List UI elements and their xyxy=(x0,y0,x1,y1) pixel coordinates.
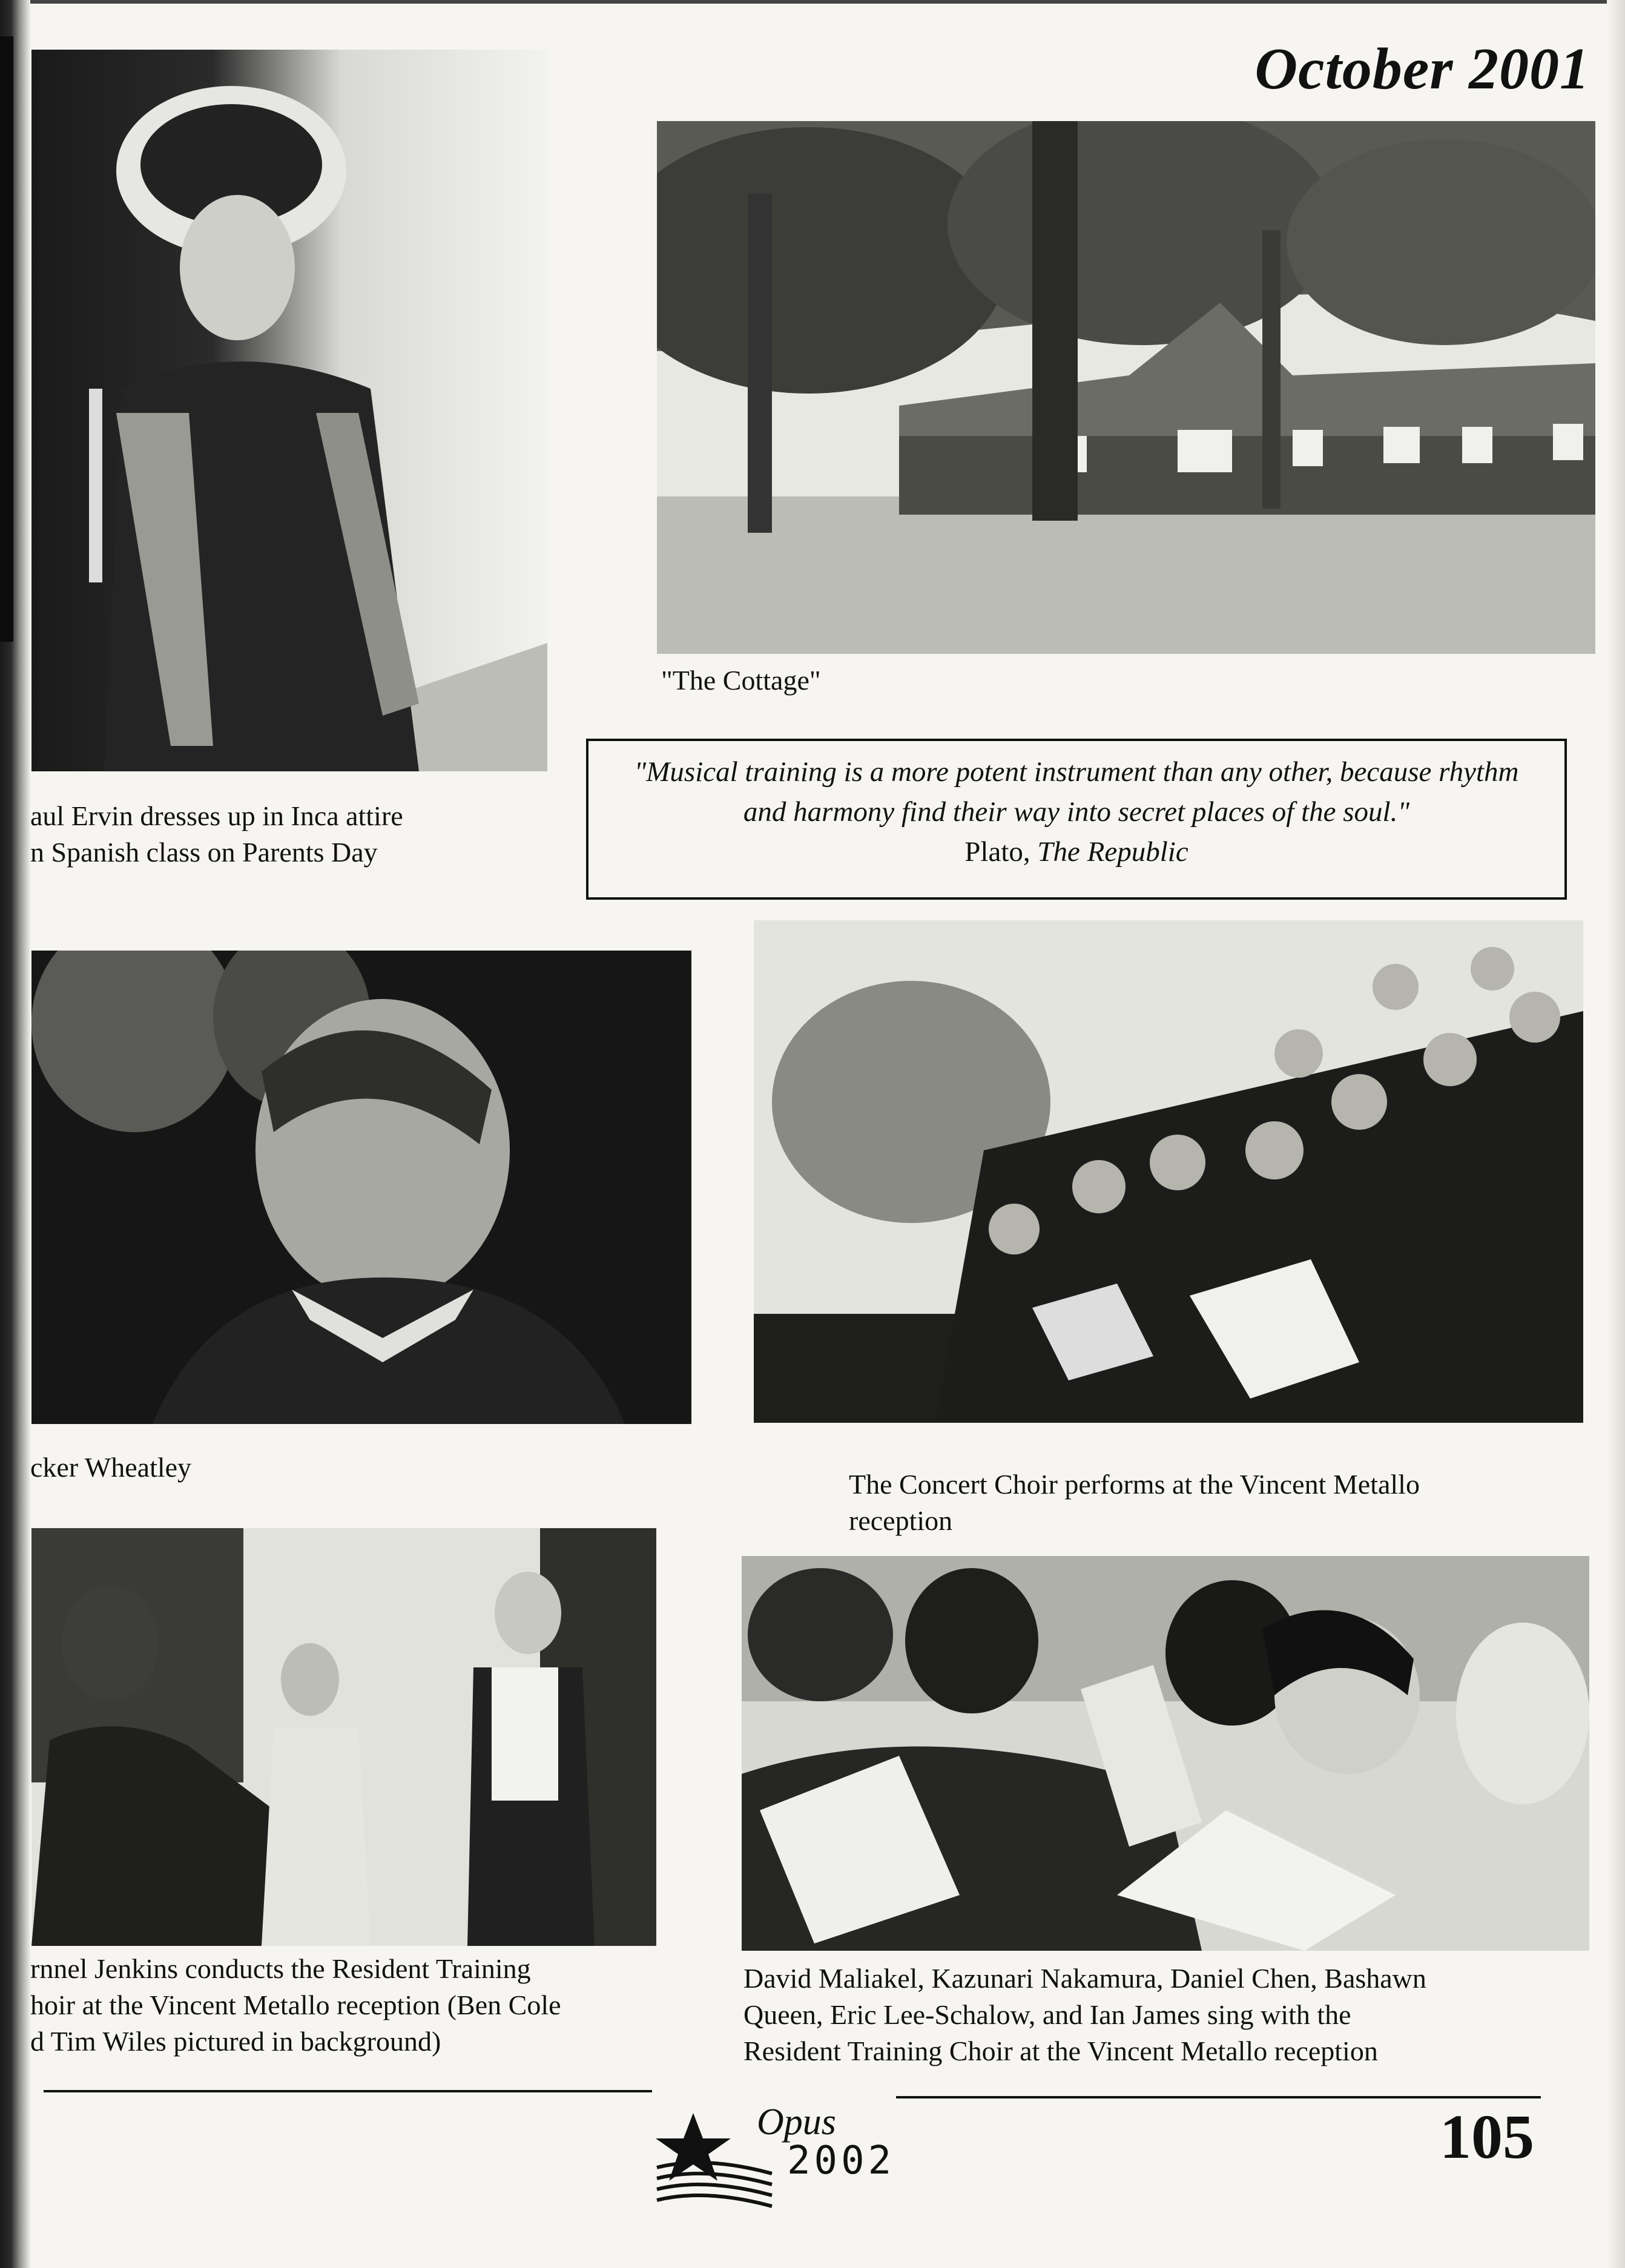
caption-concert-choir-line-1: The Concert Choir performs at the Vincent Metallo xyxy=(849,1469,1420,1500)
logo-word: Opus xyxy=(757,2102,836,2143)
photo-jenkins-conducting xyxy=(31,1528,656,1946)
photo-inca-costume-image xyxy=(31,50,547,771)
photo-the-cottage xyxy=(657,121,1595,654)
binding-dark-strip xyxy=(0,36,13,642)
page-number: 105 xyxy=(1440,2102,1534,2172)
caption-jenkins xyxy=(30,1951,561,2060)
footer-rule-left xyxy=(44,2090,652,2092)
quote-author: Plato, xyxy=(964,836,1038,868)
photo-wheatley-image xyxy=(31,951,691,1424)
quote-work: The Republic xyxy=(1037,836,1188,868)
top-edge xyxy=(0,0,1625,4)
caption-inca-line-1: aul Ervin dresses up in Inca attire xyxy=(30,800,403,831)
opus-2002-logo xyxy=(651,2101,917,2210)
caption-training-choir-line-2: Queen, Eric Lee-Schalow, and Ian James sing with the xyxy=(743,1999,1351,2030)
footer-rule-right xyxy=(896,2096,1541,2098)
caption-cottage: "The Cottage" xyxy=(661,665,821,696)
caption-inca xyxy=(30,798,403,871)
photo-inca-costume xyxy=(31,50,547,771)
caption-concert-choir-line-2: reception xyxy=(849,1505,953,1536)
caption-jenkins-line-1: rnnel Jenkins conducts the Resident Training xyxy=(30,1953,531,1984)
photo-training-choir xyxy=(742,1556,1589,1951)
caption-training-choir-line-3: Resident Training Choir at the Vincent Metallo reception xyxy=(743,2036,1378,2066)
page-date: October 2001 xyxy=(1254,36,1590,102)
caption-training-choir xyxy=(743,1960,1426,2069)
photo-wheatley-portrait xyxy=(31,951,691,1424)
caption-concert-choir xyxy=(849,1466,1420,1539)
logo-year: 2002 xyxy=(787,2138,895,2183)
page-binding-shadow xyxy=(0,0,30,2268)
caption-training-choir-line-1: David Maliakel, Kazunari Nakamura, Daniel Chen, Bashawn xyxy=(743,1963,1426,1994)
caption-wheatley: cker Wheatley xyxy=(30,1452,192,1483)
caption-jenkins-line-3: d Tim Wiles pictured in background) xyxy=(30,2026,441,2057)
photo-the-cottage-image xyxy=(657,121,1595,654)
photo-training-choir-image xyxy=(742,1556,1589,1951)
quote-line-2: and harmony find their way into secret places of the soul." xyxy=(743,796,1410,828)
quote-attribution xyxy=(964,836,1188,868)
photo-concert-choir-image xyxy=(754,920,1583,1423)
caption-inca-line-2: n Spanish class on Parents Day xyxy=(30,837,378,868)
photo-jenkins-image xyxy=(31,1528,656,1946)
page-right-edge xyxy=(1607,0,1625,2268)
photo-concert-choir xyxy=(754,920,1583,1423)
quote-line-1: "Musical training is a more potent instrument than any other, because rhythm xyxy=(634,756,1519,788)
caption-jenkins-line-2: hoir at the Vincent Metallo reception (Ben Cole xyxy=(30,1989,561,2020)
plato-quote-box xyxy=(586,739,1567,900)
